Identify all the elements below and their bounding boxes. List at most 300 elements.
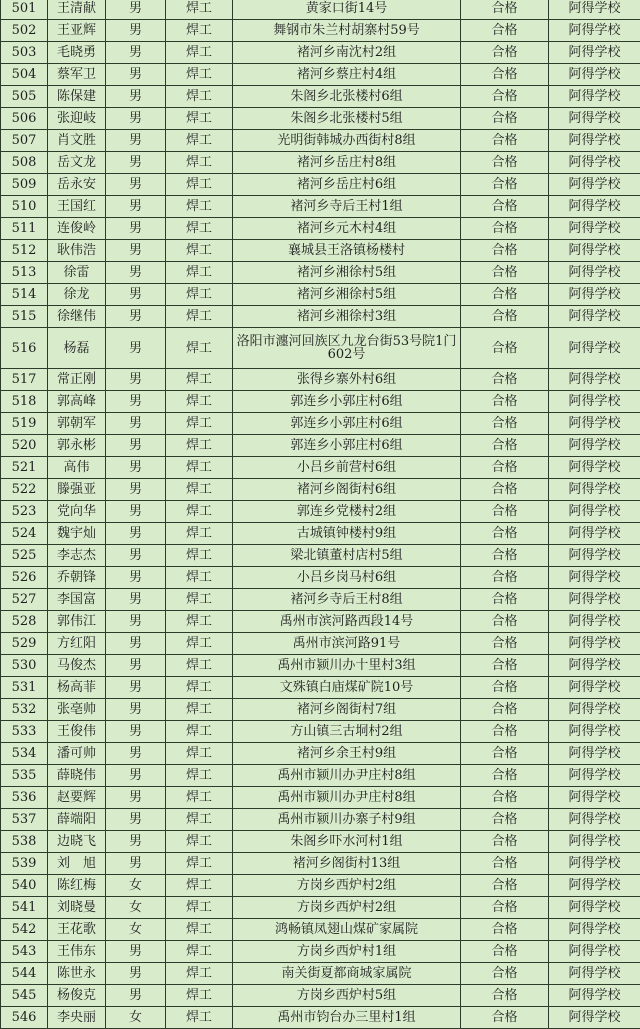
result-cell: 合格 [461,435,549,457]
result-cell: 合格 [461,963,549,985]
address-cell: 方山镇三古垌村2组 [233,721,461,743]
gender-cell: 男 [106,20,166,42]
name-cell: 高伟 [48,457,106,479]
address-cell: 褚河乡阁街村7组 [233,699,461,721]
job-cell: 焊工 [166,479,233,501]
result-cell: 合格 [461,152,549,174]
address-cell: 朱阁乡吓水河村1组 [233,831,461,853]
name-cell: 赵要辉 [48,787,106,809]
gender-cell: 男 [106,86,166,108]
name-cell: 滕强亚 [48,479,106,501]
gender-cell: 男 [106,240,166,262]
job-cell: 焊工 [166,328,233,369]
table-row [1,413,640,435]
result-cell: 合格 [461,567,549,589]
result-cell: 合格 [461,391,549,413]
result-cell: 合格 [461,413,549,435]
name-cell: 王亚辉 [48,20,106,42]
job-cell: 焊工 [166,369,233,391]
school-cell: 阿得学校 [549,611,640,633]
address-cell: 褚河乡阁街村6组 [233,479,461,501]
result-cell: 合格 [461,20,549,42]
job-cell: 焊工 [166,721,233,743]
row-number-cell: 519 [1,413,48,435]
school-cell: 阿得学校 [549,743,640,765]
job-cell: 焊工 [166,20,233,42]
address-cell: 禹州市颍川办寨子村9组 [233,809,461,831]
gender-cell: 男 [106,787,166,809]
gender-cell: 男 [106,457,166,479]
gender-cell: 男 [106,174,166,196]
address-cell: 襄城县王洛镇杨楼村 [233,240,461,262]
job-cell: 焊工 [166,1007,233,1029]
gender-cell: 男 [106,196,166,218]
address-cell: 梁北镇董村店村5组 [233,545,461,567]
address-cell: 方岗乡西炉村2组 [233,875,461,897]
name-cell: 乔朝锋 [48,567,106,589]
school-cell: 阿得学校 [549,42,640,64]
school-cell: 阿得学校 [549,589,640,611]
row-number-cell: 520 [1,435,48,457]
result-cell: 合格 [461,174,549,196]
address-cell: 褚河乡寺后王村8组 [233,589,461,611]
school-cell: 阿得学校 [549,196,640,218]
job-cell: 焊工 [166,699,233,721]
gender-cell: 男 [106,328,166,369]
result-cell: 合格 [461,611,549,633]
gender-cell: 女 [106,1007,166,1029]
row-number-cell: 545 [1,985,48,1007]
address-cell: 朱阁乡北张楼村5组 [233,108,461,130]
result-cell: 合格 [461,86,549,108]
row-number-cell: 511 [1,218,48,240]
table-row [1,306,640,328]
address-cell: 洛阳市瀍河回族区九龙台街53号院1门602号 [233,328,461,369]
address-cell: 褚河乡岳庄村6组 [233,174,461,196]
name-cell: 党向华 [48,501,106,523]
table-row [1,20,640,42]
row-number-cell: 509 [1,174,48,196]
job-cell: 焊工 [166,655,233,677]
school-cell: 阿得学校 [549,64,640,86]
row-number-cell: 516 [1,328,48,369]
result-cell: 合格 [461,787,549,809]
result-cell: 合格 [461,130,549,152]
row-number-cell: 527 [1,589,48,611]
table-row [1,919,640,941]
result-cell: 合格 [461,501,549,523]
row-number-cell: 510 [1,196,48,218]
table-row [1,897,640,919]
gender-cell: 女 [106,875,166,897]
table-row [1,567,640,589]
result-cell: 合格 [461,42,549,64]
row-number-cell: 506 [1,108,48,130]
job-cell: 焊工 [166,86,233,108]
name-cell: 王清献 [48,0,106,20]
school-cell: 阿得学校 [549,457,640,479]
gender-cell: 男 [106,809,166,831]
row-number-cell: 521 [1,457,48,479]
table-row [1,831,640,853]
gender-cell: 男 [106,721,166,743]
row-number-cell: 534 [1,743,48,765]
result-cell: 合格 [461,328,549,369]
row-number-cell: 526 [1,567,48,589]
school-cell: 阿得学校 [549,413,640,435]
gender-cell: 男 [106,284,166,306]
result-cell: 合格 [461,457,549,479]
gender-cell: 男 [106,435,166,457]
job-cell: 焊工 [166,240,233,262]
job-cell: 焊工 [166,765,233,787]
result-cell: 合格 [461,523,549,545]
school-cell: 阿得学校 [549,1007,640,1029]
row-number-cell: 546 [1,1007,48,1029]
table-row [1,1007,640,1029]
school-cell: 阿得学校 [549,831,640,853]
address-cell: 禹州市颍川办十里村3组 [233,655,461,677]
school-cell: 阿得学校 [549,787,640,809]
gender-cell: 男 [106,589,166,611]
row-number-cell: 524 [1,523,48,545]
school-cell: 阿得学校 [549,130,640,152]
table-row [1,0,640,20]
name-cell: 马俊杰 [48,655,106,677]
table-row [1,743,640,765]
address-cell: 褚河乡湘徐村5组 [233,262,461,284]
name-cell: 杨高菲 [48,677,106,699]
address-cell: 南关街夏都商城家属院 [233,963,461,985]
table-row [1,284,640,306]
school-cell: 阿得学校 [549,655,640,677]
result-cell: 合格 [461,479,549,501]
result-cell: 合格 [461,262,549,284]
gender-cell: 男 [106,677,166,699]
row-number-cell: 505 [1,86,48,108]
name-cell: 潘可帅 [48,743,106,765]
name-cell: 陈红梅 [48,875,106,897]
table-row [1,174,640,196]
job-cell: 焊工 [166,545,233,567]
school-cell: 阿得学校 [549,809,640,831]
job-cell: 焊工 [166,196,233,218]
table-row [1,218,640,240]
result-cell: 合格 [461,831,549,853]
job-cell: 焊工 [166,633,233,655]
gender-cell: 男 [106,152,166,174]
row-number-cell: 537 [1,809,48,831]
name-cell: 张亳帅 [48,699,106,721]
address-cell: 郭连乡小郭庄村6组 [233,435,461,457]
result-cell: 合格 [461,743,549,765]
gender-cell: 男 [106,765,166,787]
school-cell: 阿得学校 [549,108,640,130]
school-cell: 阿得学校 [549,284,640,306]
job-cell: 焊工 [166,218,233,240]
table-row [1,391,640,413]
gender-cell: 男 [106,108,166,130]
school-cell: 阿得学校 [549,919,640,941]
school-cell: 阿得学校 [549,765,640,787]
gender-cell: 男 [106,218,166,240]
result-cell: 合格 [461,875,549,897]
name-cell: 耿伟浩 [48,240,106,262]
result-cell: 合格 [461,0,549,20]
result-cell: 合格 [461,196,549,218]
name-cell: 王伟东 [48,941,106,963]
result-cell: 合格 [461,765,549,787]
name-cell: 李志杰 [48,545,106,567]
job-cell: 焊工 [166,435,233,457]
school-cell: 阿得学校 [549,941,640,963]
job-cell: 焊工 [166,897,233,919]
address-cell: 褚河乡元木村4组 [233,218,461,240]
address-cell: 文殊镇白庙煤矿院10号 [233,677,461,699]
address-cell: 褚河乡蔡庄村4组 [233,64,461,86]
school-cell: 阿得学校 [549,875,640,897]
name-cell: 徐雷 [48,262,106,284]
address-cell: 黄家口街14号 [233,0,461,20]
job-cell: 焊工 [166,284,233,306]
school-cell: 阿得学校 [549,853,640,875]
row-number-cell: 529 [1,633,48,655]
name-cell: 张迎岐 [48,108,106,130]
table-row [1,501,640,523]
gender-cell: 男 [106,413,166,435]
address-cell: 褚河乡寺后王村1组 [233,196,461,218]
address-cell: 郭连乡小郭庄村6组 [233,413,461,435]
table-row [1,457,640,479]
table-row [1,721,640,743]
school-cell: 阿得学校 [549,306,640,328]
table-row [1,787,640,809]
table-row [1,42,640,64]
address-cell: 张得乡寨外村6组 [233,369,461,391]
row-number-cell: 507 [1,130,48,152]
roster-body [1,0,640,1029]
job-cell: 焊工 [166,501,233,523]
table-row [1,655,640,677]
row-number-cell: 522 [1,479,48,501]
job-cell: 焊工 [166,457,233,479]
school-cell: 阿得学校 [549,86,640,108]
gender-cell: 女 [106,897,166,919]
name-cell: 徐继伟 [48,306,106,328]
address-cell: 禹州市颍川办尹庄村8组 [233,765,461,787]
job-cell: 焊工 [166,0,233,20]
result-cell: 合格 [461,655,549,677]
gender-cell: 男 [106,699,166,721]
address-cell: 光明街韩城办西街村8组 [233,130,461,152]
result-cell: 合格 [461,369,549,391]
result-cell: 合格 [461,1007,549,1029]
job-cell: 焊工 [166,306,233,328]
row-number-cell: 542 [1,919,48,941]
name-cell: 郭朝军 [48,413,106,435]
name-cell: 薛端阳 [48,809,106,831]
name-cell: 郭伟江 [48,611,106,633]
school-cell: 阿得学校 [549,897,640,919]
address-cell: 褚河乡岳庄村8组 [233,152,461,174]
name-cell: 常正刚 [48,369,106,391]
table-row [1,130,640,152]
table-row [1,240,640,262]
name-cell: 郭高峰 [48,391,106,413]
job-cell: 焊工 [166,809,233,831]
row-number-cell: 528 [1,611,48,633]
row-number-cell: 532 [1,699,48,721]
school-cell: 阿得学校 [549,523,640,545]
table-row [1,611,640,633]
name-cell: 杨俊克 [48,985,106,1007]
name-cell: 岳永安 [48,174,106,196]
school-cell: 阿得学校 [549,262,640,284]
name-cell: 刘 旭 [48,853,106,875]
name-cell: 徐龙 [48,284,106,306]
row-number-cell: 517 [1,369,48,391]
address-cell: 禹州市滨河路91号 [233,633,461,655]
gender-cell: 男 [106,479,166,501]
gender-cell: 男 [106,567,166,589]
table-row [1,523,640,545]
gender-cell: 男 [106,831,166,853]
name-cell: 李央丽 [48,1007,106,1029]
address-cell: 禹州市颍川办尹庄村8组 [233,787,461,809]
job-cell: 焊工 [166,919,233,941]
gender-cell: 男 [106,633,166,655]
job-cell: 焊工 [166,677,233,699]
job-cell: 焊工 [166,42,233,64]
row-number-cell: 503 [1,42,48,64]
address-cell: 褚河乡湘徐村5组 [233,284,461,306]
result-cell: 合格 [461,699,549,721]
school-cell: 阿得学校 [549,677,640,699]
table-row [1,545,640,567]
gender-cell: 男 [106,655,166,677]
result-cell: 合格 [461,941,549,963]
job-cell: 焊工 [166,413,233,435]
result-cell: 合格 [461,677,549,699]
row-number-cell: 539 [1,853,48,875]
address-cell: 方岗乡西炉村2组 [233,897,461,919]
gender-cell: 男 [106,262,166,284]
table-row [1,479,640,501]
job-cell: 焊工 [166,985,233,1007]
school-cell: 阿得学校 [549,479,640,501]
table-row [1,633,640,655]
name-cell: 王国红 [48,196,106,218]
table-row [1,941,640,963]
row-number-cell: 501 [1,0,48,20]
name-cell: 魏宇灿 [48,523,106,545]
row-number-cell: 531 [1,677,48,699]
table-row [1,875,640,897]
row-number-cell: 504 [1,64,48,86]
school-cell: 阿得学校 [549,328,640,369]
job-cell: 焊工 [166,64,233,86]
result-cell: 合格 [461,108,549,130]
table-row [1,435,640,457]
row-number-cell: 538 [1,831,48,853]
row-number-cell: 518 [1,391,48,413]
gender-cell: 男 [106,523,166,545]
table-row [1,152,640,174]
school-cell: 阿得学校 [549,963,640,985]
row-number-cell: 512 [1,240,48,262]
gender-cell: 男 [106,42,166,64]
name-cell: 王花歌 [48,919,106,941]
address-cell: 鸿畅镇凤翅山煤矿家属院 [233,919,461,941]
address-cell: 郭连乡党楼村2组 [233,501,461,523]
name-cell: 岳文龙 [48,152,106,174]
result-cell: 合格 [461,919,549,941]
job-cell: 焊工 [166,611,233,633]
name-cell: 李国富 [48,589,106,611]
school-cell: 阿得学校 [549,391,640,413]
gender-cell: 男 [106,941,166,963]
row-number-cell: 533 [1,721,48,743]
address-cell: 朱阁乡北张楼村6组 [233,86,461,108]
row-number-cell: 544 [1,963,48,985]
name-cell: 郭永彬 [48,435,106,457]
gender-cell: 男 [106,743,166,765]
address-cell: 小吕乡前营村6组 [233,457,461,479]
result-cell: 合格 [461,545,549,567]
result-cell: 合格 [461,240,549,262]
gender-cell: 男 [106,963,166,985]
row-number-cell: 502 [1,20,48,42]
row-number-cell: 508 [1,152,48,174]
school-cell: 阿得学校 [549,369,640,391]
gender-cell: 男 [106,130,166,152]
address-cell: 方岗乡西炉村5组 [233,985,461,1007]
gender-cell: 男 [106,306,166,328]
result-cell: 合格 [461,589,549,611]
job-cell: 焊工 [166,941,233,963]
gender-cell: 男 [106,391,166,413]
table-row [1,86,640,108]
school-cell: 阿得学校 [549,174,640,196]
result-cell: 合格 [461,721,549,743]
table-row [1,985,640,1007]
table-row [1,328,640,369]
job-cell: 焊工 [166,262,233,284]
row-number-cell: 543 [1,941,48,963]
job-cell: 焊工 [166,831,233,853]
job-cell: 焊工 [166,589,233,611]
name-cell: 连俊岭 [48,218,106,240]
table-row [1,677,640,699]
job-cell: 焊工 [166,391,233,413]
job-cell: 焊工 [166,108,233,130]
result-cell: 合格 [461,64,549,86]
row-number-cell: 523 [1,501,48,523]
gender-cell: 男 [106,611,166,633]
row-number-cell: 541 [1,897,48,919]
school-cell: 阿得学校 [549,567,640,589]
table-row [1,853,640,875]
school-cell: 阿得学校 [549,545,640,567]
table-row [1,262,640,284]
address-cell: 褚河乡南沈村2组 [233,42,461,64]
table-row [1,589,640,611]
school-cell: 阿得学校 [549,20,640,42]
job-cell: 焊工 [166,174,233,196]
table-row [1,369,640,391]
job-cell: 焊工 [166,787,233,809]
result-cell: 合格 [461,853,549,875]
